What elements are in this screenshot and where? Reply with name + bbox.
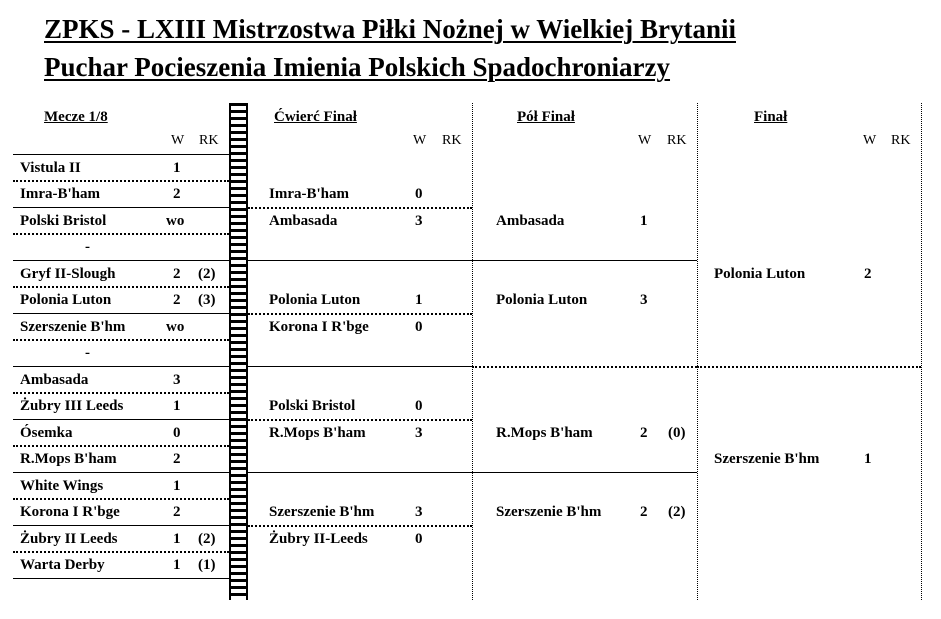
r16-line <box>13 445 229 447</box>
qf-line <box>248 525 472 527</box>
qf-score: 3 <box>415 213 423 229</box>
final-header: Finał <box>754 109 788 125</box>
r16-line <box>13 339 229 341</box>
sf-w-label: W <box>638 133 652 148</box>
r16-team: Polski Bristol <box>20 213 107 229</box>
sf-team: Polonia Luton <box>496 292 588 308</box>
r16-score: wo <box>166 213 185 229</box>
qf-team: Szerszenie B'hm <box>269 504 375 520</box>
final-w-label: W <box>863 133 877 148</box>
r16-score: 2 <box>173 266 181 282</box>
sf-line <box>472 472 697 473</box>
qf-rk-label: RK <box>442 133 462 148</box>
r16-team: Warta Derby <box>20 557 105 573</box>
final-team: Szerszenie B'hm <box>714 451 820 467</box>
qf-line <box>248 419 472 421</box>
r16-penalties: (3) <box>198 292 216 308</box>
qf-score: 1 <box>415 292 423 308</box>
r16-line <box>13 551 229 553</box>
r16-team: Żubry III Leeds <box>20 398 124 414</box>
r16-score: 2 <box>173 504 181 520</box>
qf-score: 0 <box>415 319 423 335</box>
r16-line <box>13 154 229 155</box>
quarterfinal-header: Ćwierć Finał <box>274 109 357 125</box>
r16-team: White Wings <box>20 478 104 494</box>
ladder-divider <box>229 103 248 600</box>
r16-penalties: (2) <box>198 531 216 547</box>
r16-team: Żubry II Leeds <box>20 531 118 547</box>
qf-line <box>248 207 472 209</box>
r16-score: 1 <box>173 398 181 414</box>
r16-score: 2 <box>173 292 181 308</box>
page-title: ZPKS - LXIII Mistrzostwa Piłki Nożnej w Wielkiej Brytanii <box>44 14 736 44</box>
sf-line <box>472 260 697 261</box>
sf-score: 2 <box>640 425 648 441</box>
r16-score: 1 <box>173 478 181 494</box>
qf-team: Żubry II-Leeds <box>269 531 368 547</box>
sf-score: 2 <box>640 504 648 520</box>
r16-penalties: (1) <box>198 557 216 573</box>
r16-penalties: (2) <box>198 266 216 282</box>
r16-team: Ósemka <box>20 425 73 441</box>
qf-score: 3 <box>415 425 423 441</box>
r16-line <box>13 366 229 367</box>
r16-line <box>13 392 229 394</box>
r16-team: Polonia Luton <box>20 292 112 308</box>
r16-line <box>13 260 229 261</box>
qf-score: 0 <box>415 531 423 547</box>
r16-line <box>13 525 229 526</box>
r16-team: - <box>85 345 90 361</box>
qf-team: Ambasada <box>269 213 338 229</box>
r16-team: Imra-B'ham <box>20 186 100 202</box>
r16-line <box>13 578 229 579</box>
r16-score: 1 <box>173 557 181 573</box>
qf-team: Polski Bristol <box>269 398 356 414</box>
final-rk-label: RK <box>891 133 911 148</box>
r16-team: Korona I R'bge <box>20 504 120 520</box>
r16-score: 2 <box>173 186 181 202</box>
semifinal-header: Pół Finał <box>517 109 575 125</box>
qf-team: Korona I R'bge <box>269 319 369 335</box>
r16-line <box>13 419 229 420</box>
qf-line <box>248 260 472 261</box>
sf-penalties: (2) <box>668 504 686 520</box>
page-subtitle: Puchar Pocieszenia Imienia Polskich Spadochroniarzy <box>44 52 671 82</box>
sf-penalties: (0) <box>668 425 686 441</box>
r16-team: R.Mops B'ham <box>20 451 117 467</box>
r16-line <box>13 286 229 288</box>
qf-line <box>248 366 472 367</box>
r16-score: 0 <box>173 425 181 441</box>
sf-line <box>472 366 697 368</box>
final-team: Polonia Luton <box>714 266 806 282</box>
qf-w-label: W <box>413 133 427 148</box>
final-score: 2 <box>864 266 872 282</box>
qf-score: 0 <box>415 186 423 202</box>
sf-team: Szerszenie B'hm <box>496 504 602 520</box>
column-divider <box>921 103 922 600</box>
r16-line <box>13 233 229 235</box>
r16-team: Vistula II <box>20 160 81 176</box>
r16-team: Szerszenie B'hm <box>20 319 126 335</box>
qf-team: Imra-B'ham <box>269 186 349 202</box>
r16-score: 3 <box>173 372 181 388</box>
qf-score: 0 <box>415 398 423 414</box>
r16-line <box>13 472 229 473</box>
sf-team: Ambasada <box>496 213 565 229</box>
r16-score: 2 <box>173 451 181 467</box>
column-divider <box>697 103 698 600</box>
qf-team: Polonia Luton <box>269 292 361 308</box>
r16-team: Ambasada <box>20 372 89 388</box>
r16-w-label: W <box>171 133 185 148</box>
qf-line <box>248 313 472 315</box>
sf-score: 3 <box>640 292 648 308</box>
qf-score: 3 <box>415 504 423 520</box>
r16-team: Gryf II-Slough <box>20 266 116 282</box>
r16-score: 1 <box>173 531 181 547</box>
column-divider <box>472 103 473 600</box>
round-of-16-header: Mecze 1/8 <box>44 109 108 125</box>
r16-line <box>13 207 229 208</box>
r16-line <box>13 313 229 314</box>
sf-rk-label: RK <box>667 133 687 148</box>
qf-line <box>248 472 472 473</box>
final-line <box>697 366 921 368</box>
sf-team: R.Mops B'ham <box>496 425 593 441</box>
final-score: 1 <box>864 451 872 467</box>
r16-team: - <box>85 239 90 255</box>
r16-rk-label: RK <box>199 133 219 148</box>
r16-score: wo <box>166 319 185 335</box>
r16-line <box>13 180 229 182</box>
qf-team: R.Mops B'ham <box>269 425 366 441</box>
r16-line <box>13 498 229 500</box>
sf-score: 1 <box>640 213 648 229</box>
r16-score: 1 <box>173 160 181 176</box>
